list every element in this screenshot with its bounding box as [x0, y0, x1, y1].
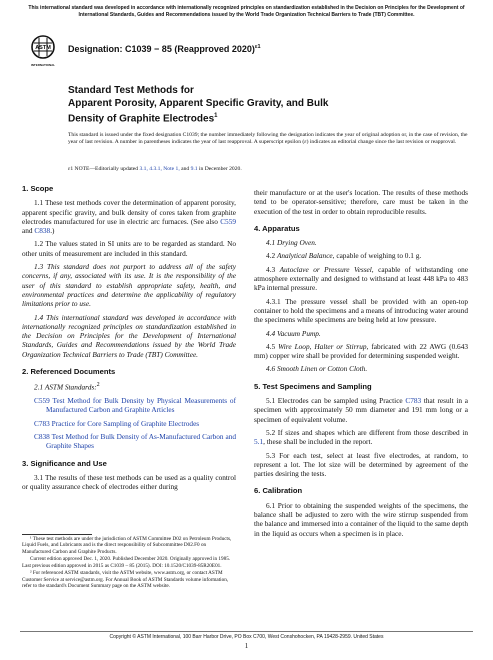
apparatus-heading: 4. Apparatus: [254, 223, 300, 233]
logo-subtext: INTERNATIONAL: [30, 63, 56, 67]
scope-1-3: [22, 262, 236, 308]
specimens-5-2-text: 5.2 If sizes and shapes which are different from those described in: [266, 427, 468, 437]
title-footnote-mark: 1: [214, 113, 218, 119]
apparatus-4-5-item: Wire Loop, Halter or Stirrup,: [278, 341, 369, 351]
refdocs-heading: 2. Referenced Documents: [22, 367, 116, 377]
right-column: [254, 188, 468, 542]
specimens-5-1-text: 5.1 Electrodes can be sampled using Practice: [266, 396, 406, 406]
title-line-1: Standard Test Methods for: [68, 85, 194, 96]
designation-label: Designation:: [68, 44, 123, 54]
specimens-5-3: 5.3 For each test, select at least five electrodes, at random, to represent a lot. The lot size will be determined by agreement of the parties desiring the tests.: [254, 450, 468, 479]
designation-epsilon: ε1: [254, 44, 261, 50]
left-column: [22, 184, 236, 495]
apparatus-4-1-text: 4.1 Drying Oven.: [266, 238, 317, 248]
editorial-suffix: in December 2020.: [197, 166, 242, 172]
scope-1-3-text: 1.3 This standard does not purport to address all of the safety concerns, if any, associated with its use. It is the responsibility of the user of this standard to establish appropriate safety, health, and environmental practices and determine the applicability of regulatory limitations prior to use.: [22, 262, 236, 309]
footnote-2: ² For referenced ASTM standards, visit the ASTM website, www.astm.org, or contact ASTM Customer Service at service@astm.org. For Annual Book of ASTM Standards volume information, refer to the standard's Document Summary page on the ASTM website.: [22, 570, 229, 590]
significance-heading: 3. Significance and Use: [22, 458, 107, 468]
significance-continued: their manufacture or at the user's location. The results of these methods tend to be operator-sensitive; therefore, care must be taken in the execution of the test in order to obtain reproducible results.: [254, 188, 468, 216]
issuance-note: This standard is issued under the fixed designation C1039; the number immediately following the designation indicates the year of original adoption or, in the case of revision, the year of last revision. A number in parentheses indicates the year of last reapproval. A superscript epsilon (ε) indicates an editorial change since the last revision or reapproval.: [68, 132, 468, 145]
tbt-notice: This international standard was developed in accordance with internationally recognized principles on standardization established in the Decision on Principles for the Development of International Standards, Guides and Recommendations issued by the World Trade Organization Technical Barriers to Trade (TBT) Committee.: [28, 5, 465, 18]
refdoc-code[interactable]: C838: [34, 431, 50, 441]
refdocs-footnote-mark: 2: [96, 382, 100, 389]
specimens-5-2-end: , these shall be included in the report.: [263, 437, 373, 447]
footnote-1: ¹ These test methods are under the jurisdiction of ASTM Committee D02 on Petroleum Products, Liquid Fuels, and Lubricants and is the direct responsibility of Subcommittee D02.F0 on Manufactured Carbon and Graphite Products.: [22, 536, 232, 555]
apparatus-4-5: [254, 342, 468, 361]
footnote-1-edition: Current edition approved Dec. 1, 2020. Published December 2020. Originally approved in 1985. Last previous edition approved in 2015 as C1039 – 85 (2015). DOI: 10.1520/C1039-85R20E01.: [22, 556, 231, 569]
scope-1-1: [22, 198, 236, 235]
link-c783[interactable]: C783: [405, 396, 422, 406]
page-number: 1: [244, 642, 249, 650]
apparatus-4-6: [254, 364, 468, 373]
apparatus-4-3-num: 4.3: [266, 264, 280, 274]
refdoc-title[interactable]: Test Method for Bulk Density of As-Manufactured Carbon and Graphite Shapes: [46, 431, 236, 451]
calibration-heading: 6. Calibration: [254, 486, 303, 496]
refdocs-sub-text: 2.1 ASTM Standards:: [34, 382, 97, 392]
editorial-ref-links[interactable]: 3.1, 4.3.1, Note 1,: [139, 166, 180, 172]
editorial-ref-9-1[interactable]: 9.1: [190, 166, 198, 172]
apparatus-4-5-text: fabricated with 22 AWG (0.643 mm) copper wire shall be provided for determining suspended weight.: [254, 341, 469, 361]
footnotes: [22, 536, 236, 591]
refdoc-title[interactable]: Practice for Core Sampling of Graphite Electrodes: [49, 418, 200, 428]
refdoc-item-c783[interactable]: [22, 419, 236, 428]
scope-1-1-text: 1.1 These test methods cover the determination of apparent porosity, apparent specific gravity, and bulk density of cores taken from graphite electrodes manufactured for use in electric arc furnaces. (See also: [22, 198, 236, 226]
scope-1-1-end: .): [50, 226, 55, 236]
specimens-5-2: [254, 428, 468, 447]
apparatus-4-2-num: 4.2: [266, 251, 277, 261]
specimens-5-1-end: that result in a specimen with approximately 50 mm diameter and 191 mm long or a specimen of equivalent volume.: [254, 396, 469, 424]
title-line-3: Density of Graphite Electrodes: [68, 113, 215, 125]
apparatus-4-3: [254, 265, 468, 293]
apparatus-4-2: [254, 251, 468, 260]
editorial-prefix: ε1 NOTE—Editorially updated: [68, 166, 140, 172]
link-c838[interactable]: C838: [34, 226, 51, 236]
scope-1-2: 1.2 The values stated in SI units are to be regarded as standard. No other units of measurement are included in this standard.: [22, 239, 236, 258]
apparatus-4-4-text: 4.4 Vacuum Pump.: [266, 328, 321, 338]
editorial-and: and: [179, 166, 191, 172]
editorial-note: [68, 166, 468, 173]
apparatus-4-2-item: Analytical Balance,: [276, 251, 335, 261]
designation-code: C1039 − 85 (Reapproved 2020): [125, 44, 255, 54]
apparatus-4-5-num: 4.5: [266, 341, 279, 351]
astm-logo-icon: [30, 33, 56, 69]
apparatus-4-3-item: Autoclave or Pressure Vessel,: [279, 264, 374, 274]
significance-3-1: 3.1 The results of these test methods can be used as a quality control or quality assurance check of electrodes either during: [22, 472, 236, 492]
apparatus-4-6-text: 4.6 Smooth Linen or Cotton Cloth.: [266, 364, 368, 374]
scope-1-1-and: and: [22, 226, 35, 236]
link-c559[interactable]: C559: [220, 216, 236, 226]
specimens-5-1: [254, 396, 468, 424]
refdocs-sub: [22, 381, 236, 392]
refdoc-title[interactable]: Test Method for Bulk Density by Physical Measurements of Manufactured Carbon and Graphite Articles: [46, 396, 236, 415]
apparatus-4-3-1: 4.3.1 The pressure vessel shall be provided with an open-top container to hold the specimens and a means of introducing water around the specimens while specimens are being held at low pressure.: [254, 296, 468, 325]
refdoc-item-c838[interactable]: [22, 432, 236, 451]
footnote-divider: [22, 534, 92, 535]
apparatus-4-2-text: capable of weighing to 0.1 g.: [334, 251, 422, 261]
designation: [68, 44, 261, 54]
calibration-6-1: 6.1 Prior to obtaining the suspended weights of the specimens, the balance shall be adjusted to zero with the wire stirrup suspended from the balance and immersed into a container of the liquid to the same depth in the liquid as occurs when a specimen is in place.: [254, 500, 468, 538]
copyright-footer: Copyright © ASTM International, 100 Barr Harbor Drive, PO Box C700, West Conshohocken, PA 19428-2959. United States: [20, 631, 473, 640]
scope-1-4: [22, 313, 236, 359]
document-title: [68, 84, 468, 125]
logo-text: ASTM: [35, 45, 51, 51]
apparatus-4-1: [254, 238, 468, 247]
scope-1-4-text: 1.4 This international standard was developed in accordance with internationally recognized principles on standardization established in the Decision on Principles for the Development of International Standards, Guides and Recommendations issued by the World Trade Organization Technical Barriers to Trade (TBT) Committee.: [22, 312, 236, 359]
specimens-heading: 5. Test Specimens and Sampling: [254, 381, 372, 391]
apparatus-4-4: [254, 329, 468, 338]
link-section-5-1[interactable]: 5.1: [254, 437, 264, 447]
title-line-2: Apparent Porosity, Apparent Specific Gravity, and Bulk: [68, 98, 329, 109]
refdoc-code[interactable]: C559: [34, 396, 50, 406]
apparatus-4-3-text: capable of withstanding one atmosphere externally and designed to withstand at least 448 kPa to 483 kPa internal pressure.: [254, 264, 469, 293]
refdoc-item-c559[interactable]: [22, 396, 236, 415]
refdoc-code[interactable]: C783: [34, 418, 50, 428]
astm-logo: [30, 33, 56, 69]
scope-heading: 1. Scope: [22, 184, 54, 193]
